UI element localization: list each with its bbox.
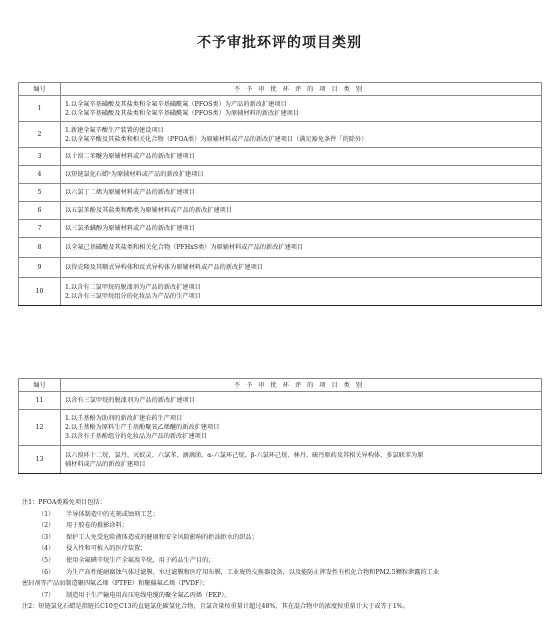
table-row (19, 166, 542, 184)
row-content (61, 258, 542, 278)
row-line: 2.以全氟辛基磺酸及其盐类和全氟辛基磺酰氟（PFOS类）为原辅材料的新改扩建项目 (65, 109, 300, 117)
note-1-item (22, 532, 542, 544)
row-content (61, 446, 542, 474)
column-header-number: 编号 (19, 83, 61, 96)
row-line: 以含有三氯甲烷的脱漆剂为产品的新改扩建项目 (65, 397, 195, 404)
table-row (19, 238, 542, 258)
row-content (61, 202, 542, 220)
row-line: 以六溴环十二烷、氯丹、灭蚁灵、六氯苯、滴滴涕、α-六氯环己烷、β-六氯环己烷、林丹、硫丹原药及其相关异构体、多氯联苯为原 (65, 451, 424, 459)
note-item-text: 半导体制造中的光刻或蚀刻工艺； (66, 510, 159, 518)
row-line: 以五氯苯酚及其盐类和酯类为原辅材料或产品的新改扩建项目 (65, 207, 233, 214)
note-item-index: （4） (38, 545, 55, 553)
row-number: 5 (19, 184, 61, 202)
footnotes (22, 497, 542, 613)
note-item-index: （1） (38, 510, 55, 518)
table-row (19, 184, 542, 202)
note-item-index: （6） (38, 568, 55, 576)
row-content (61, 220, 542, 238)
note-item-text: 为生产高性能耐腐蚀气体过滤膜、水过滤膜和医疗用布膜，工业废热交换器设备，以及能防止挥发性有机化合物和PM2.5颗粒泄露的工业 (66, 568, 440, 576)
row-line: 2.以含有三氯甲烷组分的化妆品为产品的生产项目 (65, 292, 201, 300)
row-line: 3.以含有壬基酚组分的化妆品为产品的新改扩建项目 (65, 433, 208, 440)
row-line: 1.以壬基酚为助剂的新改扩建农药生产项目 (65, 415, 183, 422)
row-line: 辅材料或产品的新改扩建项目 (65, 460, 146, 468)
row-line: 以短链氯化石蜡²为原辅材料或产品的新改扩建项目 (65, 171, 204, 178)
table-row (19, 258, 542, 278)
table-row (19, 220, 542, 238)
row-number: 2 (19, 122, 61, 148)
row-content (61, 184, 542, 202)
row-content (61, 410, 542, 446)
row-line: 1.新建全氟辛酸生产装置的建设项目 (65, 126, 164, 134)
note-1-item (22, 590, 542, 602)
note-item-index: （2） (38, 522, 55, 530)
table-row (19, 122, 542, 148)
row-content (61, 278, 542, 306)
row-number: 3 (19, 148, 61, 166)
row-number: 6 (19, 202, 61, 220)
row-line: 以十溴二苯醚为原辅材料或产品的新改扩建项目 (65, 153, 195, 160)
row-number: 13 (19, 446, 61, 474)
table-header-row (19, 83, 542, 96)
project-category-table-2 (18, 378, 542, 474)
note-item-text: 保护工人免受危险液体造成的健康和安全风险影响的拒油拒水的织品； (66, 533, 258, 541)
note-2: 注2：短链氯化石蜡是指链长C10至C13的直链氯化碳氢化合物，且氯含量按重量计超过48%，其在混合物中的浓度按重量计大于或等于1%。 (22, 603, 409, 611)
table-row (19, 410, 542, 446)
project-category-table-1 (18, 82, 542, 306)
row-line: 以得克隆及其顺式异构体和反式异构体为原辅材料或产品的新改扩建项目 (65, 264, 263, 271)
row-line: 2.以壬基酚为原料生产壬基酚聚氧乙烯醚的新改扩建项目 (65, 424, 220, 431)
row-number: 4 (19, 166, 61, 184)
row-line: 以六氯丁二烯为原辅材料或产品的新改扩建项目 (65, 189, 195, 196)
note-item-text: 密封剂等产品而制造聚四氟乙烯（PTFE）和聚偏氟乙烯（PVDF）； (22, 580, 209, 588)
note-1-item (22, 520, 542, 532)
row-number: 9 (19, 258, 61, 278)
row-content (61, 122, 542, 148)
table-row (19, 278, 542, 306)
note-1-heading: 注1：PFOA类豁免项目包括： (22, 499, 106, 506)
note-1-item (22, 567, 542, 579)
table-row (19, 392, 542, 410)
table-row (19, 96, 542, 122)
note-item-index: （7） (38, 591, 55, 599)
row-number: 10 (19, 278, 61, 306)
row-number: 11 (19, 392, 61, 410)
row-number: 12 (19, 410, 61, 446)
note-item-index: （3） (38, 533, 55, 541)
column-header-category: 不予审批环评的项目类别 (61, 83, 542, 96)
note-1-item (22, 509, 542, 521)
note-item-text: 侵入性和可植入的医疗装置； (66, 545, 147, 553)
row-line: 1.以全氟辛基磺酸及其盐类和全氟辛基磺酰氟（PFOS类）为产品的新改扩建项目 (65, 100, 287, 108)
row-line: 以全氟己基磺酸及其盐类和相关化合物（PFHxS类）为原辅材料或产品的新改扩建项目 (65, 244, 304, 251)
row-content (61, 238, 542, 258)
note-1-item (22, 555, 542, 567)
row-number: 7 (19, 220, 61, 238)
column-header-number: 编号 (19, 379, 61, 392)
table-row (19, 148, 542, 166)
table-row (19, 202, 542, 220)
row-content (61, 96, 542, 122)
note-item-text: 用于胶卷的摄影涂料； (66, 522, 128, 530)
note-1-item-continued (22, 578, 542, 590)
row-content (61, 392, 542, 410)
row-line: 1.以含有二氯甲烷的脱漆剂为产品的新改扩建项目 (65, 283, 201, 291)
row-number: 8 (19, 238, 61, 258)
row-line: 2.以全氟辛酸及其盐类和相关化合物（PFOA类）为原辅材料或产品的新改扩建项目（满足豁免条件「的除外） (65, 135, 368, 143)
table-header-row (19, 379, 542, 392)
note-item-text: 使用全氟碘辛烷生产全氟溴辛烷，用于药品生产目的； (66, 556, 215, 564)
note-item-index: （5） (38, 556, 55, 564)
note-1-item (22, 543, 542, 555)
table-row (19, 446, 542, 474)
row-number: 1 (19, 96, 61, 122)
row-content (61, 148, 542, 166)
note-item-text: 制造用于生产输电用高压电线电缆的聚全氟乙丙烯（FEP）。 (66, 591, 231, 599)
column-header-category: 不予审批环评的项目类别 (61, 379, 542, 392)
page-title: 不予审批环评的项目类别 (197, 35, 362, 51)
row-line: 以三氯杀螨醇为原辅材料或产品的新改扩建项目 (65, 225, 195, 232)
row-content (61, 166, 542, 184)
